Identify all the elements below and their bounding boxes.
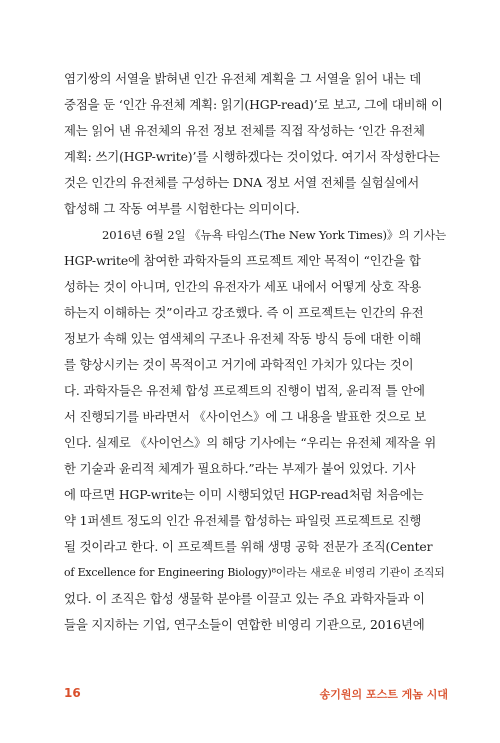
text-line: 약 1퍼센트 정도의 인간 유전체를 합성하는 파일럿 프로젝트로 진행 [64,513,422,528]
page-footer [64,686,448,702]
text-line: 합성해 그 작동 여부를 시험한다는 의미이다. [64,201,300,216]
text-line: 될 것이라고 한다. 이 프로젝트를 위해 생명 공학 전문가 조직(Center [64,539,433,554]
text-line: 계획: 쓰기(HGP-write)’를 시행하겠다는 것이었다. 여기서 작성한다는 [64,149,440,164]
text-line: 중점을 둔 ‘인간 유전체 계획: 읽기(HGP-read)’로 보고, 그에 대비해 이 [64,97,443,112]
running-title: 송기원의 포스트 게놈 시대 [319,688,448,701]
text-line: 제는 읽어 낸 유전체의 유전 정보 전체를 직접 작성하는 ‘인간 유전체 [64,123,425,138]
page-number: 16 [64,686,81,700]
text-line: 것은 인간의 유전체를 구성하는 DNA 정보 서열 전체를 실험실에서 [64,175,420,190]
text-line: 를 향상시키는 것이 목적이고 거기에 과학적인 가치가 있다는 것이 [64,357,414,372]
text-line: 한 기술과 윤리적 체계가 필요하다.”라는 부제가 붙어 있었다. 기사 [64,461,416,476]
text-line: 하는지 이해하는 것”이라고 강조했다. 즉 이 프로젝트는 인간의 유전 [64,305,424,320]
paragraph-first-line: 2016년 6월 2일 《뉴욕 타임스(The New York Times)》의 기사는 [102,228,447,242]
text-line: 들을 지지하는 기업, 연구소들이 연합한 비영리 기관으로, 2016년에 [64,617,425,632]
text-line: 었다. 이 조직은 합성 생물학 분야를 이끌고 있는 주요 과학자들과 이 [64,591,425,606]
text-line: 다. 과학자들은 유전체 합성 프로젝트의 진행이 법적, 윤리적 틀 안에 [64,383,425,398]
text-line: 서 진행되기를 바라면서 《사이언스》에 그 내용을 발표한 것으로 보 [64,409,427,424]
text-line: 염기쌍의 서열을 밝혀낸 인간 유전체 계획을 그 서열을 읽어 내는 데 [64,71,422,86]
body-text [64,66,448,638]
text-line: 성하는 것이 아니며, 인간의 유전자가 세포 내에서 어떻게 상호 작용 [64,279,422,294]
text-line: 인다. 실제로 《사이언스》의 해당 기사에는 “우리는 유전체 제작을 위 [64,435,437,450]
text-line: of Excellence for Engineering Biology)⁸이라는 새로운 비영리 기관이 조직되 [64,566,445,579]
text-line: 에 따르면 HGP-write는 이미 시행되었던 HGP-read처럼 처음에는 [64,487,424,502]
text-line: 정보가 속해 있는 염색체의 구조나 유전체 작동 방식 등에 대한 이해 [64,331,422,346]
text-line: HGP-write에 참여한 과학자들의 프로젝트 제안 목적이 “인간을 합 [64,253,421,268]
